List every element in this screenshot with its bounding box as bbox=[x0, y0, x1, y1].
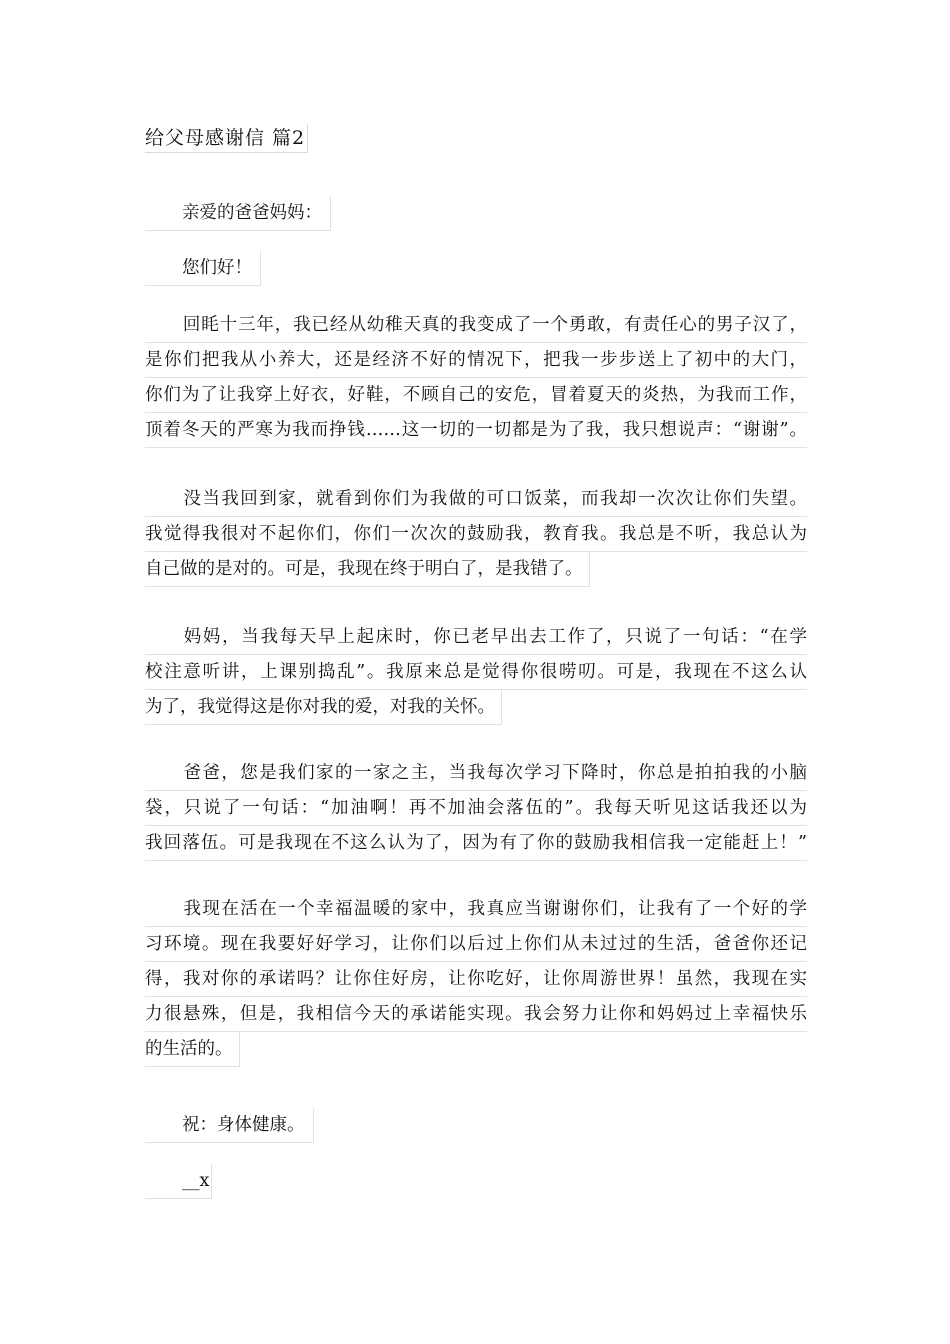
paragraph-line bbox=[145, 826, 807, 861]
paragraph-line bbox=[145, 892, 807, 927]
paragraph-line-text: 没当我回到家，就看到你们为我做的可口饭菜，而我却一次次让你们失望。 bbox=[182, 489, 807, 509]
body-paragraph-3 bbox=[145, 620, 807, 725]
paragraph-line-text: 我觉得我很对不起你们，你们一次次的鼓励我，教育我。我总是不听，我总认为 bbox=[145, 524, 807, 544]
document-title: 给父母感谢信 篇2 bbox=[145, 124, 308, 153]
paragraph-line-text: 顶着冬天的严寒为我而挣钱……这一切的一切都是为了我，我只想说声：“谢谢”。 bbox=[145, 420, 807, 440]
closing-line bbox=[145, 1108, 314, 1143]
paragraph-line bbox=[145, 343, 807, 378]
paragraph-line-text: 回眊十三年，我已经从幼稚天真的我变成了一个勇敢，有责任心的男子汉了， bbox=[182, 315, 807, 335]
paragraph-line bbox=[145, 482, 807, 517]
paragraph-line bbox=[145, 413, 807, 448]
paragraph-line-text: 为了，我觉得这是你对我的爱，对我的关怀。 bbox=[145, 697, 495, 717]
paragraph-line-text: 你们为了让我穿上好衣，好鞋，不顾自己的安危，冒着夏天的炎热，为我而工作， bbox=[145, 385, 807, 405]
paragraph-line-text: 的生活的。 bbox=[145, 1039, 233, 1059]
signature-line bbox=[145, 1164, 212, 1199]
salutation-text: 您们好！ bbox=[182, 258, 252, 278]
greeting-line bbox=[145, 196, 331, 231]
paragraph-line-text: 力很悬殊，但是，我相信今天的承诺能实现。我会努力让你和妈妈过上幸福快乐 bbox=[145, 1004, 807, 1024]
paragraph-line-text: 得，我对你的承诺吗？让你住好房，让你吃好，让你周游世界！虽然，我现在实 bbox=[145, 969, 807, 989]
paragraph-line bbox=[145, 308, 807, 343]
paragraph-line-text: 是你们把我从小养大，还是经济不好的情况下，把我一步步送上了初中的大门， bbox=[145, 350, 807, 370]
body-paragraph-4 bbox=[145, 756, 807, 861]
paragraph-line-text: 我现在活在一个幸福温暖的家中，我真应当谢谢你们，让我有了一个好的学 bbox=[182, 899, 807, 919]
paragraph-line-text: 袋，只说了一句话：“加油啊！再不加油会落伍的”。我每天听见这话我还以为 bbox=[145, 798, 807, 818]
paragraph-line-text: 爸爸，您是我们家的一家之主，当我每次学习下降时，你总是拍拍我的小脑 bbox=[182, 763, 807, 783]
signature-text: __x bbox=[182, 1171, 210, 1191]
paragraph-line-text: 自己做的是对的。可是，我现在终于明白了，是我错了。 bbox=[145, 559, 583, 579]
paragraph-line bbox=[145, 756, 807, 791]
greeting-paragraph bbox=[145, 196, 807, 231]
paragraph-line bbox=[145, 997, 807, 1032]
paragraph-line-text: 校注意听讲，上课别捣乱”。我原来总是觉得你很唠叨。可是，我现在不这么认 bbox=[145, 662, 807, 682]
paragraph-line-text: 妈妈，当我每天早上起床时，你已老早出去工作了，只说了一句话：“在学 bbox=[182, 627, 807, 647]
greeting-text: 亲爱的爸爸妈妈： bbox=[182, 203, 322, 223]
body-paragraph-5 bbox=[145, 892, 807, 1067]
paragraph-line bbox=[145, 620, 807, 655]
paragraph-line bbox=[145, 378, 807, 413]
body-paragraph-1 bbox=[145, 308, 807, 448]
paragraph-line bbox=[145, 517, 807, 552]
paragraph-line bbox=[145, 655, 807, 690]
paragraph-line bbox=[145, 1032, 240, 1067]
paragraph-line bbox=[145, 927, 807, 962]
salutation-line bbox=[145, 251, 261, 286]
salutation-paragraph bbox=[145, 251, 807, 286]
paragraph-line bbox=[145, 552, 590, 587]
closing-text: 祝：身体健康。 bbox=[182, 1115, 305, 1135]
body-paragraph-2 bbox=[145, 482, 807, 587]
paragraph-line-text: 我回落伍。可是我现在不这么认为了，因为有了你的鼓励我相信我一定能赶上！” bbox=[145, 833, 807, 853]
paragraph-line bbox=[145, 690, 502, 725]
signature-paragraph bbox=[145, 1164, 807, 1199]
paragraph-line-text: 习环境。现在我要好好学习，让你们以后过上你们从未过过的生活，爸爸你还记 bbox=[145, 934, 807, 954]
paragraph-line bbox=[145, 962, 807, 997]
paragraph-line bbox=[145, 791, 807, 826]
closing-paragraph bbox=[145, 1108, 807, 1143]
